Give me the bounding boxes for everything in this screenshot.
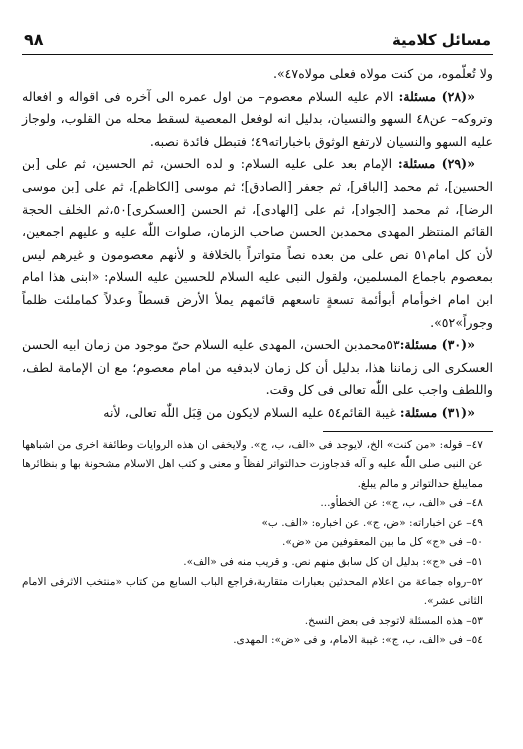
footnote: ٥١– فی «ج»: بدلیل ان کل سابق منهم نص. و قریب منه فی «الف». xyxy=(183,556,483,569)
footnote: ٥٠– فی «ج» کل ما بین المعقوفین من «ض». xyxy=(282,536,483,549)
footnote: ٥٢–رواه جماعة من اعلام المحدثین بعبارات متقاربة،فراجع الباب السابع من کتاب «منتخب الاثرفی الامام الثانی عشر». xyxy=(22,575,483,608)
paragraph-text: ٥٣محمدبن الحسن، المهدی علیه السلام حیّ موجود من زمان ابیه الحسن العسکری الی زماننا هذا، بدلیل أن کل زمان لابدفیه من امام معصوم؛ مع ان الإمامة لطف، واللطف واجب علی اللّٰه تعالی فی کل وقت. xyxy=(22,337,493,398)
paragraph xyxy=(22,334,493,402)
footnote: ٥٤– فی «الف، ب، ج»: غیبة الامام، و فی «ض»: المهدی. xyxy=(233,634,483,647)
issue-label: «(٢٩) مسئلة: xyxy=(398,156,475,172)
issue-label: «(٣٠) مسئلة: xyxy=(399,337,475,353)
paragraph-text: الإمام بعد علی علیه السلام: و لده الحسن، ثم الحسین، ثم علی [بن الحسین]، ثم محمد [الباقر]، ثم جعفر [الصادق]؛ ثم موسی [الکاظم]، ثم علی [بن موسی الرضا]، ثم محمد [الجواد]، ثم علی [الهادی]، ثم الحسن [العسکری]٥٠،ثم الخلف الحجة القائم المنتظر المهدی محمدبن الحسن صاحب الزمان، صلوات اللّٰه علیه و علیهم اجمعین، لأن کل امام٥١ نص علی من بعده نصاً متواتراً بالخلافة و لأنهم معصومون و غیرهم لیس بمعصوم باجماع المسلمین، ولقول النبی علیه السلام للحسین علیه السلام: «ابنی هذا امام ابن امام اخوأمام أبوأئمة تسعةٍ تاسعهم قائمهم یملأ الأرض قسطاً وعدلاً کماملئت ظلماً وجوراً»٥٢». xyxy=(22,156,493,330)
page-header xyxy=(22,30,493,55)
footnotes xyxy=(22,436,493,652)
footnote: ٤٧– قوله: «من کنت» الخ، لایوجد فی «الف، ب، ج». ولایخفی ان هذه الروایات وطائفة اخری من اشباهها عن النبی صلی اللّٰه علیه و آله قدجاوزت حدالتواتر لفظاً و معنی و کتب اهل الاسلام مشحونة بها و بنظائرها ممایبلغ حدالتواتر و مالم یبلغ. xyxy=(22,438,483,490)
paragraph-text: غیبة القائم٥٤ علیه السلام لایکون من قِبَل اللّٰه تعالی، لأنه xyxy=(103,404,400,420)
paragraph xyxy=(22,402,493,425)
paragraph xyxy=(22,86,493,154)
page-number: ٩٨ xyxy=(24,30,44,49)
paragraph xyxy=(22,63,493,86)
footnote: ٥٣– هذه المسئلة لاتوجد فی بعض النسخ. xyxy=(304,614,483,627)
main-text xyxy=(22,63,493,425)
footnote: ٤٨– فی «الف، ب، ج»: عن الخطأو... xyxy=(320,497,483,510)
paragraph-text: الام علیه السلام معصوم– من اول عمره الی آخره فی اقواله و افعاله وتروکه– عن٤٨ السهو والنسیان، بدلیل انه لوفعل المعصیة لسقط محله من القلوب، ولوجاز علیه السهو والنسیان لارتفع الوثوق باخباراته٤٩؛ فتبطل فائدة نصبه. xyxy=(22,88,493,149)
footnote: ٤٩– عن اخباراته: «ض، ج». عن اخباره: «الف. ب» xyxy=(261,516,483,529)
issue-label: «(٣١) مسئلة: xyxy=(399,404,475,420)
paragraph-text: ولا تُعلّموه، من کنت مولاه فعلی مولاه٤٧». xyxy=(272,66,493,81)
issue-label: «(٢٨) مسئلة: xyxy=(398,88,475,104)
footnote-divider xyxy=(323,431,493,432)
running-title: مسائل کلامیة xyxy=(391,31,491,49)
paragraph xyxy=(22,153,493,334)
